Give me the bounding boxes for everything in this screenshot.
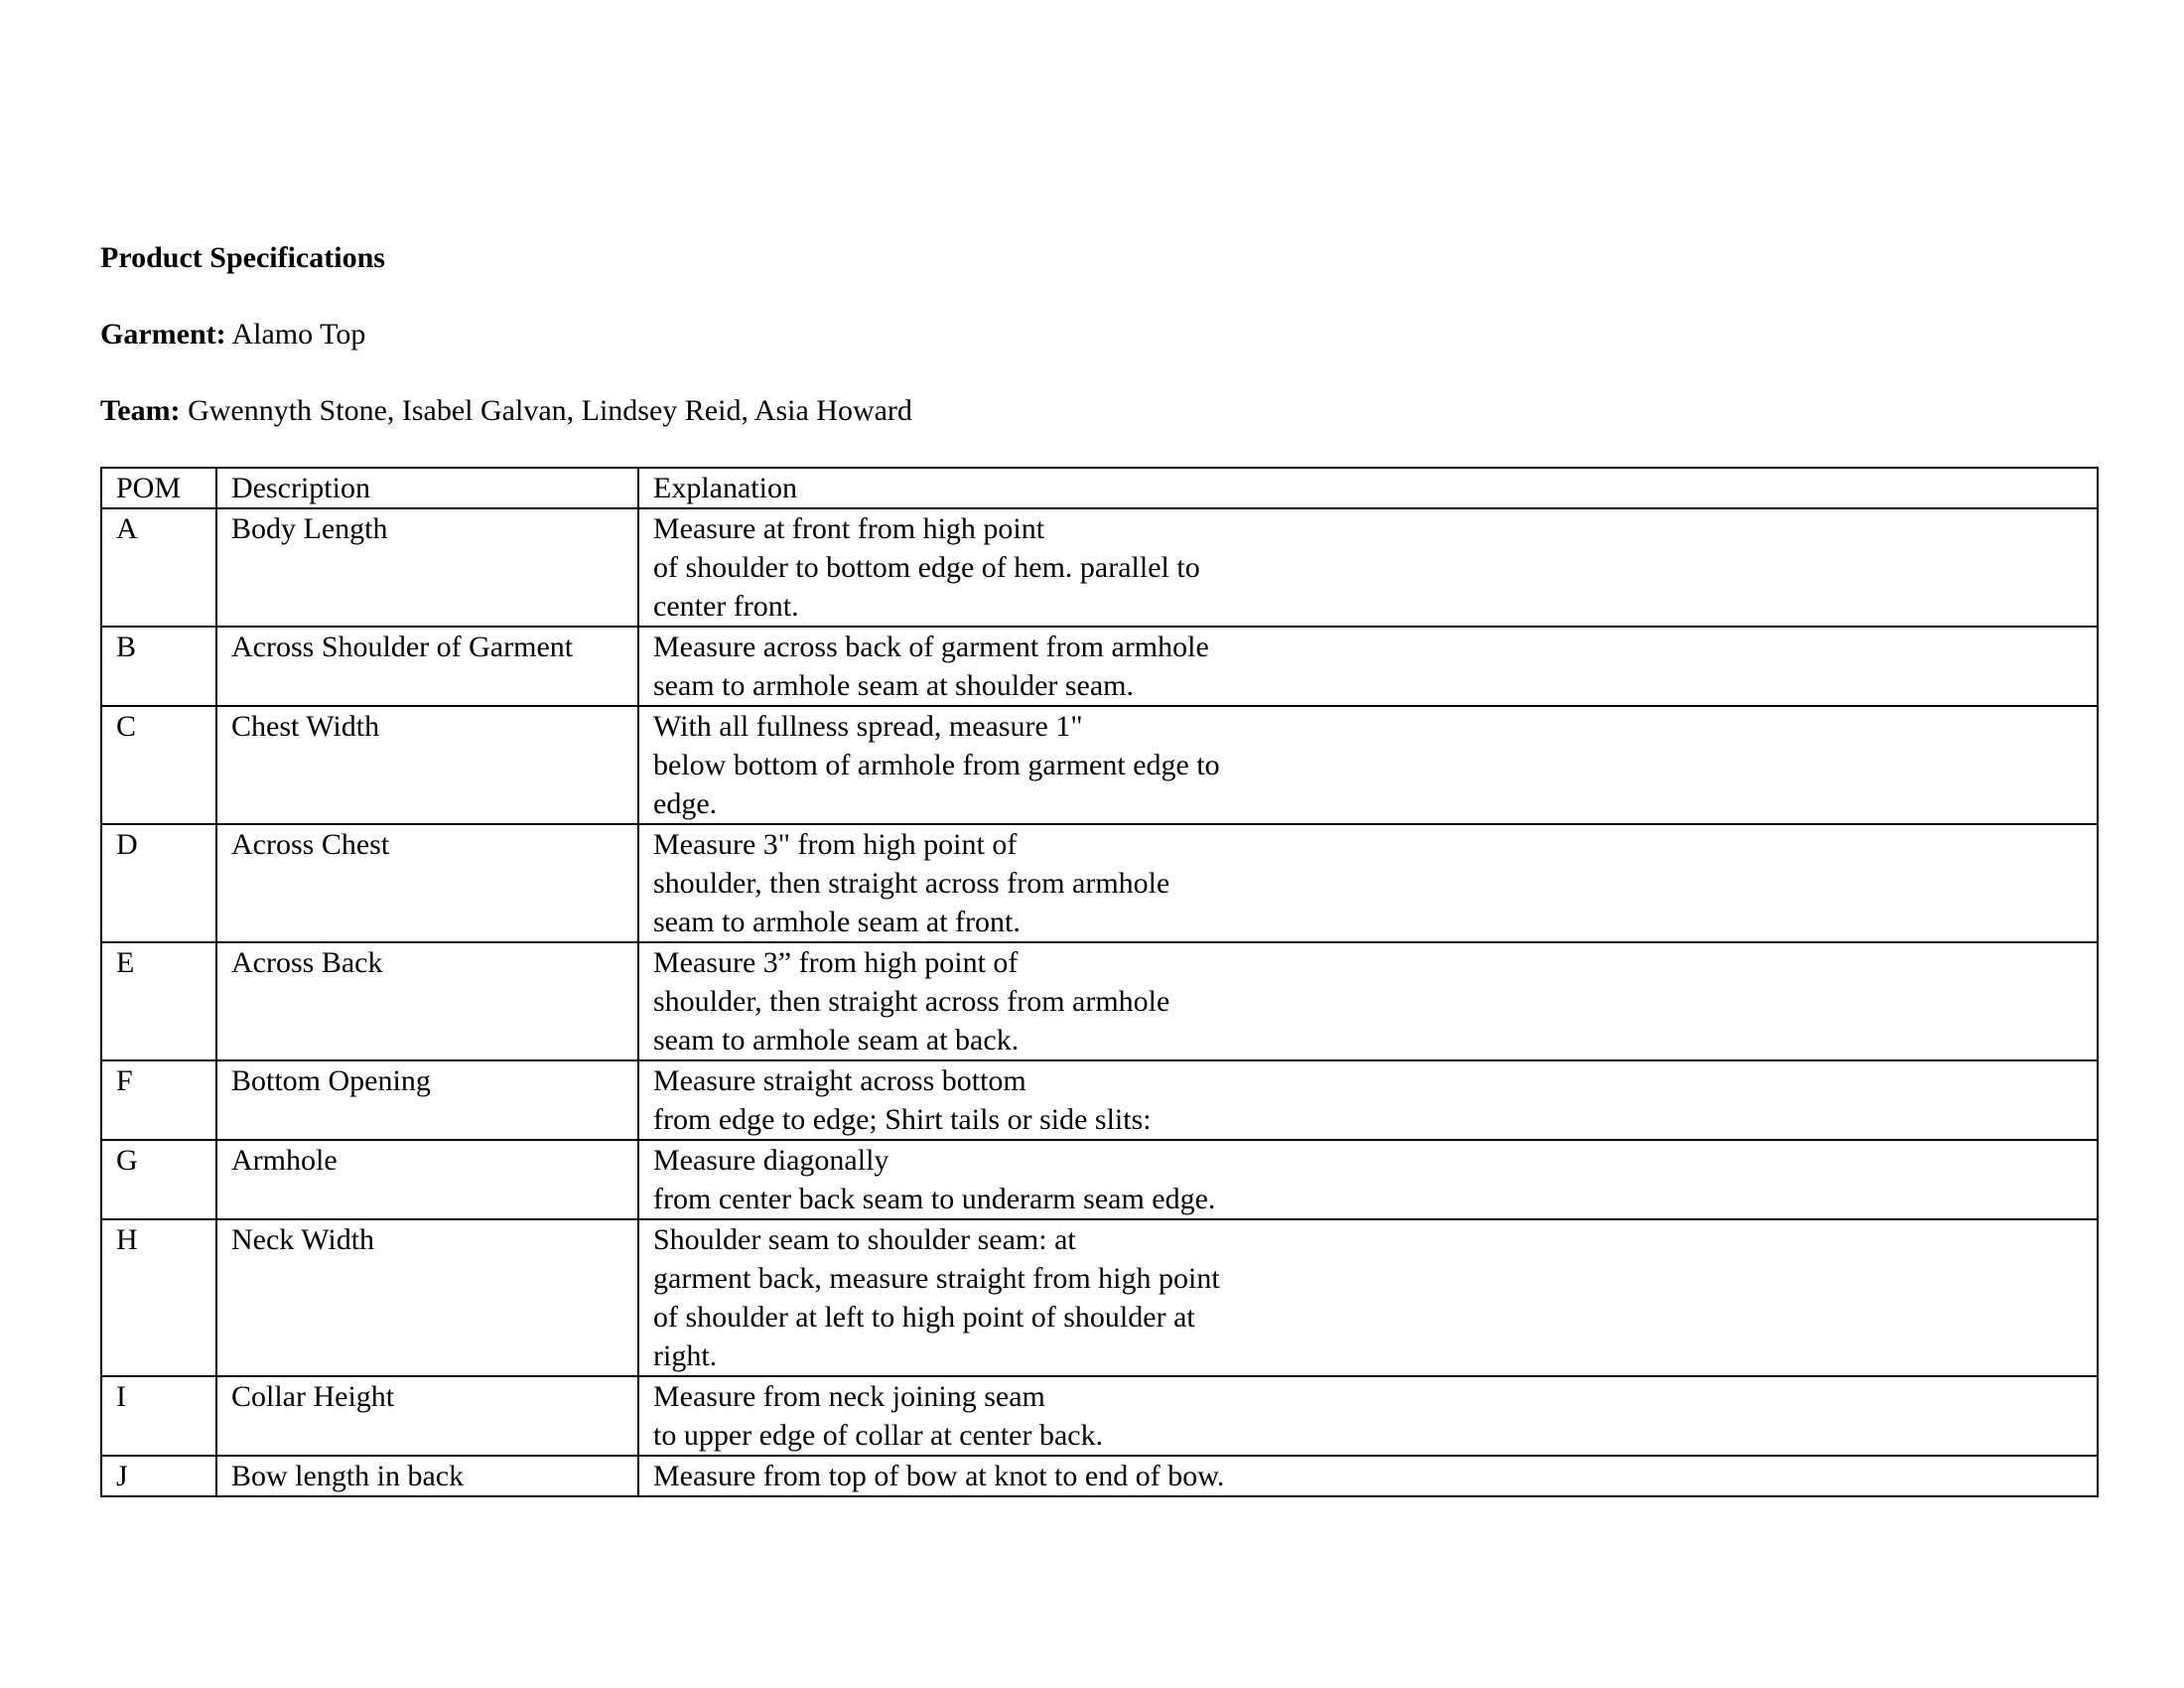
description-cell: Chest Width	[216, 706, 638, 824]
table-row	[101, 942, 2098, 1060]
table-row	[101, 1060, 2098, 1140]
explanation-line: of shoulder at left to high point of shoulder at	[653, 1301, 1195, 1334]
explanation-cell	[638, 1140, 2098, 1219]
explanation-cell	[638, 1219, 2098, 1376]
explanation-cell	[638, 824, 2098, 942]
explanation-line: of shoulder to bottom edge of hem. parallel to	[653, 551, 1200, 584]
explanation-line: Measure at front from high point	[653, 512, 1045, 545]
description-cell: Across Shoulder of Garment	[216, 627, 638, 706]
explanation-line: Measure 3” from high point of	[653, 946, 1019, 979]
description-cell: Bottom Opening	[216, 1060, 638, 1140]
explanation-line: right.	[653, 1339, 718, 1372]
specifications-table	[100, 467, 2099, 1497]
description-cell: Across Chest	[216, 824, 638, 942]
explanation-line: to upper edge of collar at center back.	[653, 1419, 1104, 1452]
description-cell: Armhole	[216, 1140, 638, 1219]
explanation-line: from center back seam to underarm seam edge.	[653, 1183, 1216, 1215]
garment-line	[100, 317, 365, 352]
explanation-cell	[638, 627, 2098, 706]
explanation-cell	[638, 706, 2098, 824]
pom-cell: H	[101, 1219, 216, 1376]
explanation-line: Measure across back of garment from armhole	[653, 631, 1209, 663]
pom-cell: A	[101, 508, 216, 627]
explanation-line: Shoulder seam to shoulder seam: at	[653, 1223, 1076, 1256]
explanation-line: garment back, measure straight from high point	[653, 1262, 1220, 1295]
explanation-line: center front.	[653, 590, 799, 623]
explanation-line: seam to armhole seam at shoulder seam.	[653, 669, 1135, 702]
pom-cell: I	[101, 1376, 216, 1456]
explanation-line: With all fullness spread, measure 1"	[653, 710, 1083, 743]
description-cell: Bow length in back	[216, 1456, 638, 1496]
garment-label: Garment:	[100, 318, 226, 351]
pom-cell: C	[101, 706, 216, 824]
explanation-cell	[638, 1376, 2098, 1456]
explanation-line: Measure diagonally	[653, 1144, 889, 1177]
explanation-line: shoulder, then straight across from armhole	[653, 867, 1170, 900]
table-body	[101, 508, 2098, 1496]
table-row	[101, 1219, 2098, 1376]
description-cell: Across Back	[216, 942, 638, 1060]
explanation-line: below bottom of armhole from garment edge to	[653, 749, 1220, 781]
team-label: Team:	[100, 394, 181, 427]
description-cell: Collar Height	[216, 1376, 638, 1456]
pom-cell: E	[101, 942, 216, 1060]
pom-cell: G	[101, 1140, 216, 1219]
table-row	[101, 627, 2098, 706]
header-pom: POM	[101, 468, 216, 508]
explanation-line: Measure 3" from high point of	[653, 828, 1018, 861]
garment-value: Alamo Top	[231, 318, 366, 351]
explanation-line: Measure from neck joining seam	[653, 1380, 1045, 1413]
explanation-line: edge.	[653, 787, 718, 820]
description-cell: Neck Width	[216, 1219, 638, 1376]
explanation-cell	[638, 1060, 2098, 1140]
team-line	[100, 393, 912, 429]
explanation-line: Measure from top of bow at knot to end of bow.	[653, 1460, 1225, 1492]
explanation-line: Measure straight across bottom	[653, 1064, 1026, 1097]
explanation-line: seam to armhole seam at back.	[653, 1024, 1020, 1056]
table-row	[101, 1456, 2098, 1496]
table-row	[101, 1140, 2098, 1219]
team-value: Gwennyth Stone, Isabel Galvan, Lindsey Reid, Asia Howard	[188, 394, 912, 427]
table-row	[101, 1376, 2098, 1456]
table-header-row	[101, 468, 2098, 508]
pom-cell: B	[101, 627, 216, 706]
explanation-line: seam to armhole seam at front.	[653, 906, 1021, 938]
explanation-cell	[638, 942, 2098, 1060]
description-cell: Body Length	[216, 508, 638, 627]
header-explanation: Explanation	[638, 468, 2098, 508]
pom-cell: F	[101, 1060, 216, 1140]
explanation-line: from edge to edge; Shirt tails or side slits:	[653, 1103, 1152, 1136]
explanation-line: shoulder, then straight across from armhole	[653, 985, 1170, 1018]
pom-cell: J	[101, 1456, 216, 1496]
page-title: Product Specifications	[100, 241, 385, 274]
table-row	[101, 508, 2098, 627]
explanation-cell	[638, 508, 2098, 627]
pom-cell: D	[101, 824, 216, 942]
table-row	[101, 706, 2098, 824]
header-description: Description	[216, 468, 638, 508]
explanation-cell	[638, 1456, 2098, 1496]
table-row	[101, 824, 2098, 942]
